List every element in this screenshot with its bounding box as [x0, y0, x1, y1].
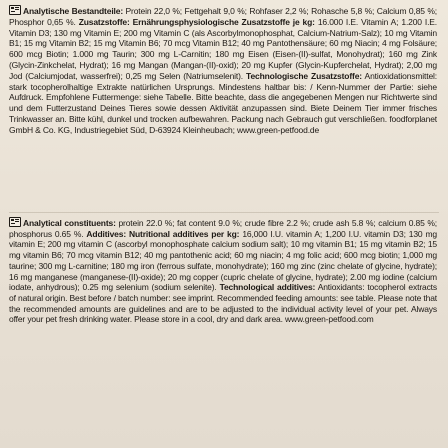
en-tech-text: Antioxidants: tocopherol extracts of natural origin. Best before / batch number: see imprint. Recommended feeding amounts: see table. Please note that the recommended amounts are guidelines and are to be adjusted to the individual activity level of your pet. Always offer your pet fresh drinking water. Please store in a cool, dry and dark area. www.green-petfood.com	[9, 282, 437, 325]
de-tech-text: Antioxidationsmittel: stark tocopherolhaltige Extrakte natürlichen Ursprungs. Mindestens haltbar bis: / Kenn-Nummer der Partie: siehe Aufdruck. Empfohlene Futtermenge: siehe Tabelle. Bitte beachte, dass die angegebenen Mengen nur Richtwerte sind und dem Futterzustand Deines Tieres sowie dessen Aktivität anzupassen sind. Biete Deinem Tier immer frisches Trinkwasser an. Bitte kühl, dunkel und trocken aufbewahren. Packung nach Gebrauch gut verschließen. foodforplanet GmbH & Co. KG, Industriegebiet Süd, D-63924 Kleinheubach; www.green-petfood.de	[9, 70, 437, 135]
de-additives-label: Zusatzstoffe: Ernährungsphysiologische Zusatzstoffe je kg:	[78, 16, 315, 27]
document-icon	[9, 217, 21, 227]
english-label-text	[9, 217, 437, 325]
german-label-text	[9, 5, 437, 136]
en-additives-label: Additives: Nutritional additives per kg:	[86, 228, 240, 239]
en-tech-label: Technological additives:	[219, 282, 316, 293]
de-analytic-values: Protein 22,0 %; Fettgehalt 9,0 %; Rohfaser 2,2 %; Rohasche 5,8 %; Calcium 0,85 %; Phosphor 0,65 %.	[9, 6, 437, 27]
de-heading: Analytische Bestandteile:	[23, 6, 124, 16]
de-additives-list: 16.000 I.E. Vitamin A; 1.200 I.E. Vitamin D3; 130 mg Vitamin E; 200 mg Vitamin C (als Ascorbylmonophosphat, Calcium-Natrium-Salz); 10 mg Vitamin B1; 15 mg Vitamin B2; 15 mg Vitamin B6; 70 mcg Vitamin B12; 40 mg Pantothensäure; 60 mg Niacin; 4 mg Folsäure; 600 mcg Biotin; 1.000 mg Taurin; 300 mg L-Carnitin; 180 mg Eisen (Eisen-(II)-sulfat, Monohydrat); 160 mg Zink (Glycin-Zinkchelat, Hydrat); 16 mg Mangan (Mangan-(II)-oxid); 20 mg Kupfer (Glycin-Kupferchelat, Hydrat); 2,00 mg Jod (Calciumjodat, wasserfrei); 0,25 mg Selen (Natriumselenit).	[9, 16, 438, 81]
en-additives-list: 16,000 I.U. vitamin A; 1,200 I.U. vitamin D3; 130 mg vitamin E; 200 mg vitamin C (ascorbyl monophosphate calcium sodium salt); 10 mg vitamin B1; 15 mg vitamin B2; 15 mg vitamin B6; 70 mcg vitamin B12; 40 mg pantothenic acid; 60 mg niacin; 4 mg folic acid; 600 mcg biotin; 1,000 mg taurine; 300 mg L-carnitine; 180 mg iron (ferrous sulfate, monohydrate); 160 mg zinc (zinc chelate of glycine, hydrate); 16 mg manganese (manganese-(II)-oxide); 20 mg copper (cupric chelate of glycine, hydrate); 2.00 mg iodine (calcium iodate, anhydrous); 0.25 mg selenium (sodium selenite).	[9, 228, 437, 293]
de-tech-label: Technologische Zusatzstoffe:	[246, 70, 362, 81]
en-heading: Analytical constituents:	[23, 218, 116, 228]
document-icon	[9, 5, 21, 15]
en-analytic-values: protein 22.0 %; fat content 9.0 %; crude fibre 2.2 %; crude ash 5.8 %; calcium 0.85 %; phosphorus 0.65 %.	[9, 218, 437, 239]
section-divider	[9, 212, 439, 213]
